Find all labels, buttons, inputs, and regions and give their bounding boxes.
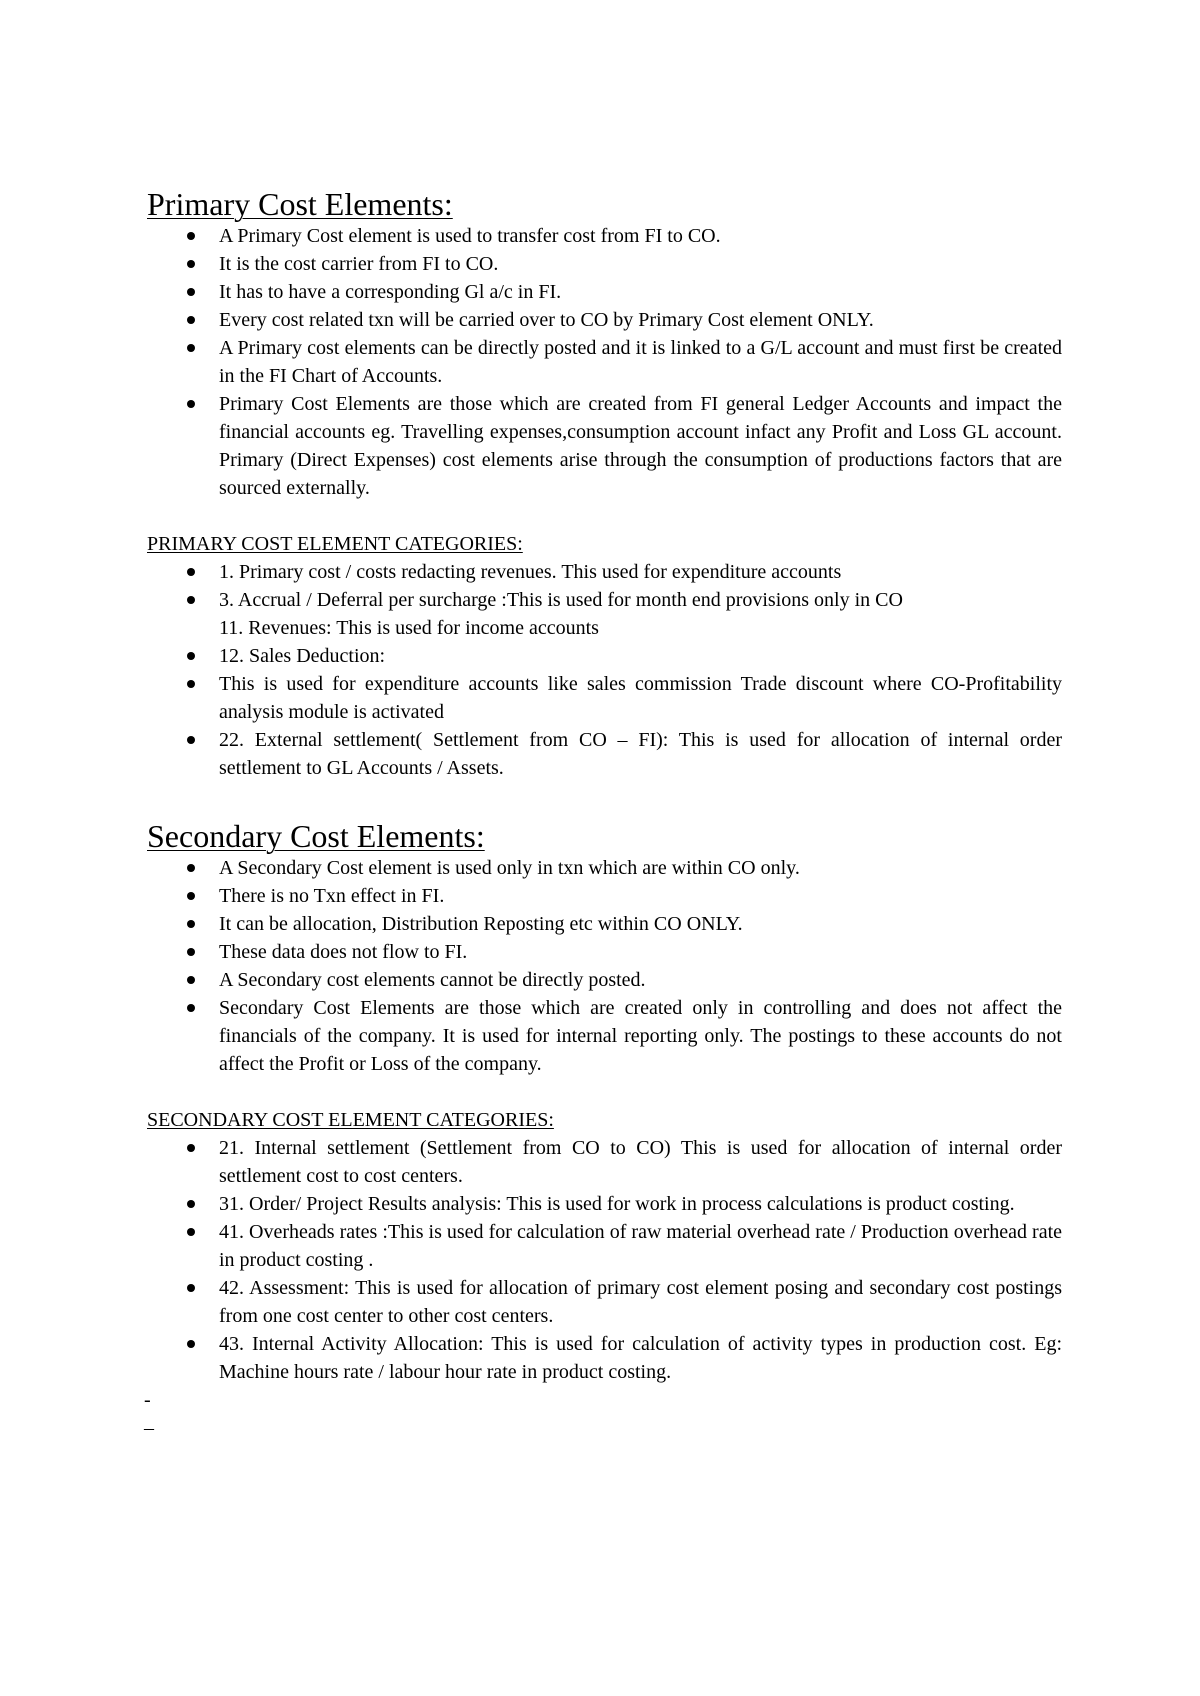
secondary-categories-heading: SECONDARY COST ELEMENT CATEGORIES: bbox=[147, 1109, 554, 1131]
bullet-icon bbox=[187, 948, 195, 956]
list-item: A Primary Cost element is used to transfer cost from FI to CO. bbox=[147, 222, 1062, 250]
bullet-icon bbox=[187, 232, 195, 240]
trailing-dash: - bbox=[144, 1389, 151, 1411]
bullet-icon bbox=[187, 400, 195, 408]
secondary-categories-list bbox=[147, 1134, 1062, 1386]
list-item: 21. Internal settlement (Settlement from CO to CO) This is used for allocation of internal order settlement cost to cost centers. bbox=[147, 1134, 1062, 1190]
bullet-icon bbox=[187, 316, 195, 324]
bullet-icon bbox=[187, 596, 195, 604]
primary-categories-heading: PRIMARY COST ELEMENT CATEGORIES: bbox=[147, 533, 523, 555]
list-item: Primary Cost Elements are those which are created from FI general Ledger Accounts and impact the financial accounts eg. Travelling expenses,consumption account infact any Profit and Loss GL account. Primary (Direct Expenses) cost elements arise through the consumption of productions factors that are sourced externally. bbox=[147, 390, 1062, 502]
bullet-icon bbox=[187, 568, 195, 576]
bullet-icon bbox=[187, 976, 195, 984]
spacer bbox=[147, 1078, 1062, 1106]
spacer bbox=[147, 782, 1062, 818]
bullet-icon bbox=[187, 1144, 195, 1152]
bullet-icon bbox=[187, 864, 195, 872]
primary-categories-list-continued bbox=[147, 642, 1062, 782]
bullet-icon bbox=[187, 1004, 195, 1012]
bullet-icon bbox=[187, 344, 195, 352]
list-item: 43. Internal Activity Allocation: This is used for calculation of activity types in production cost. Eg: Machine hours rate / labour hour rate in product costing. bbox=[147, 1330, 1062, 1386]
list-item: There is no Txn effect in FI. bbox=[147, 882, 1062, 910]
bullet-icon bbox=[187, 892, 195, 900]
bullet-icon bbox=[187, 1284, 195, 1292]
list-item: It is the cost carrier from FI to CO. bbox=[147, 250, 1062, 278]
list-item: 42. Assessment: This is used for allocation of primary cost element posing and secondary cost postings from one cost center to other cost centers. bbox=[147, 1274, 1062, 1330]
secondary-heading: Secondary Cost Elements: bbox=[147, 818, 485, 854]
list-item: 22. External settlement( Settlement from CO – FI): This is used for allocation of internal order settlement to GL Accounts / Assets. bbox=[147, 726, 1062, 782]
primary-categories-list bbox=[147, 558, 1062, 614]
category-continuation-line: 11. Revenues: This is used for income accounts bbox=[219, 617, 599, 639]
primary-bullet-list bbox=[147, 222, 1062, 502]
list-item: 41. Overheads rates :This is used for calculation of raw material overhead rate / Production overhead rate in product costing . bbox=[147, 1218, 1062, 1274]
bullet-icon bbox=[187, 1340, 195, 1348]
list-item: These data does not flow to FI. bbox=[147, 938, 1062, 966]
trailing-dash: – bbox=[144, 1417, 154, 1439]
bullet-icon bbox=[187, 920, 195, 928]
list-item: It has to have a corresponding Gl a/c in FI. bbox=[147, 278, 1062, 306]
bullet-icon bbox=[187, 680, 195, 688]
bullet-icon bbox=[187, 288, 195, 296]
list-item: 3. Accrual / Deferral per surcharge :This is used for month end provisions only in CO bbox=[147, 586, 1062, 614]
bullet-icon bbox=[187, 652, 195, 660]
list-item: This is used for expenditure accounts like sales commission Trade discount where CO-Profitability analysis module is activated bbox=[147, 670, 1062, 726]
list-item: 31. Order/ Project Results analysis: This is used for work in process calculations is product costing. bbox=[147, 1190, 1062, 1218]
bullet-icon bbox=[187, 1228, 195, 1236]
secondary-bullet-list bbox=[147, 854, 1062, 1078]
list-item: Every cost related txn will be carried over to CO by Primary Cost element ONLY. bbox=[147, 306, 1062, 334]
spacer bbox=[147, 502, 1062, 530]
bullet-icon bbox=[187, 736, 195, 744]
list-item: Secondary Cost Elements are those which are created only in controlling and does not affect the financials of the company. It is used for internal reporting only. The postings to these accounts do not affect the Profit or Loss of the company. bbox=[147, 994, 1062, 1078]
list-item: It can be allocation, Distribution Reposting etc within CO ONLY. bbox=[147, 910, 1062, 938]
list-item: A Secondary cost elements cannot be directly posted. bbox=[147, 966, 1062, 994]
list-item: A Secondary Cost element is used only in txn which are within CO only. bbox=[147, 854, 1062, 882]
primary-heading: Primary Cost Elements: bbox=[147, 186, 453, 222]
list-item: A Primary cost elements can be directly posted and it is linked to a G/L account and must first be created in the FI Chart of Accounts. bbox=[147, 334, 1062, 390]
bullet-icon bbox=[187, 260, 195, 268]
list-item: 1. Primary cost / costs redacting revenues. This used for expenditure accounts bbox=[147, 558, 1062, 586]
bullet-icon bbox=[187, 1200, 195, 1208]
document-content bbox=[144, 186, 1062, 1442]
list-item: 12. Sales Deduction: bbox=[147, 642, 1062, 670]
